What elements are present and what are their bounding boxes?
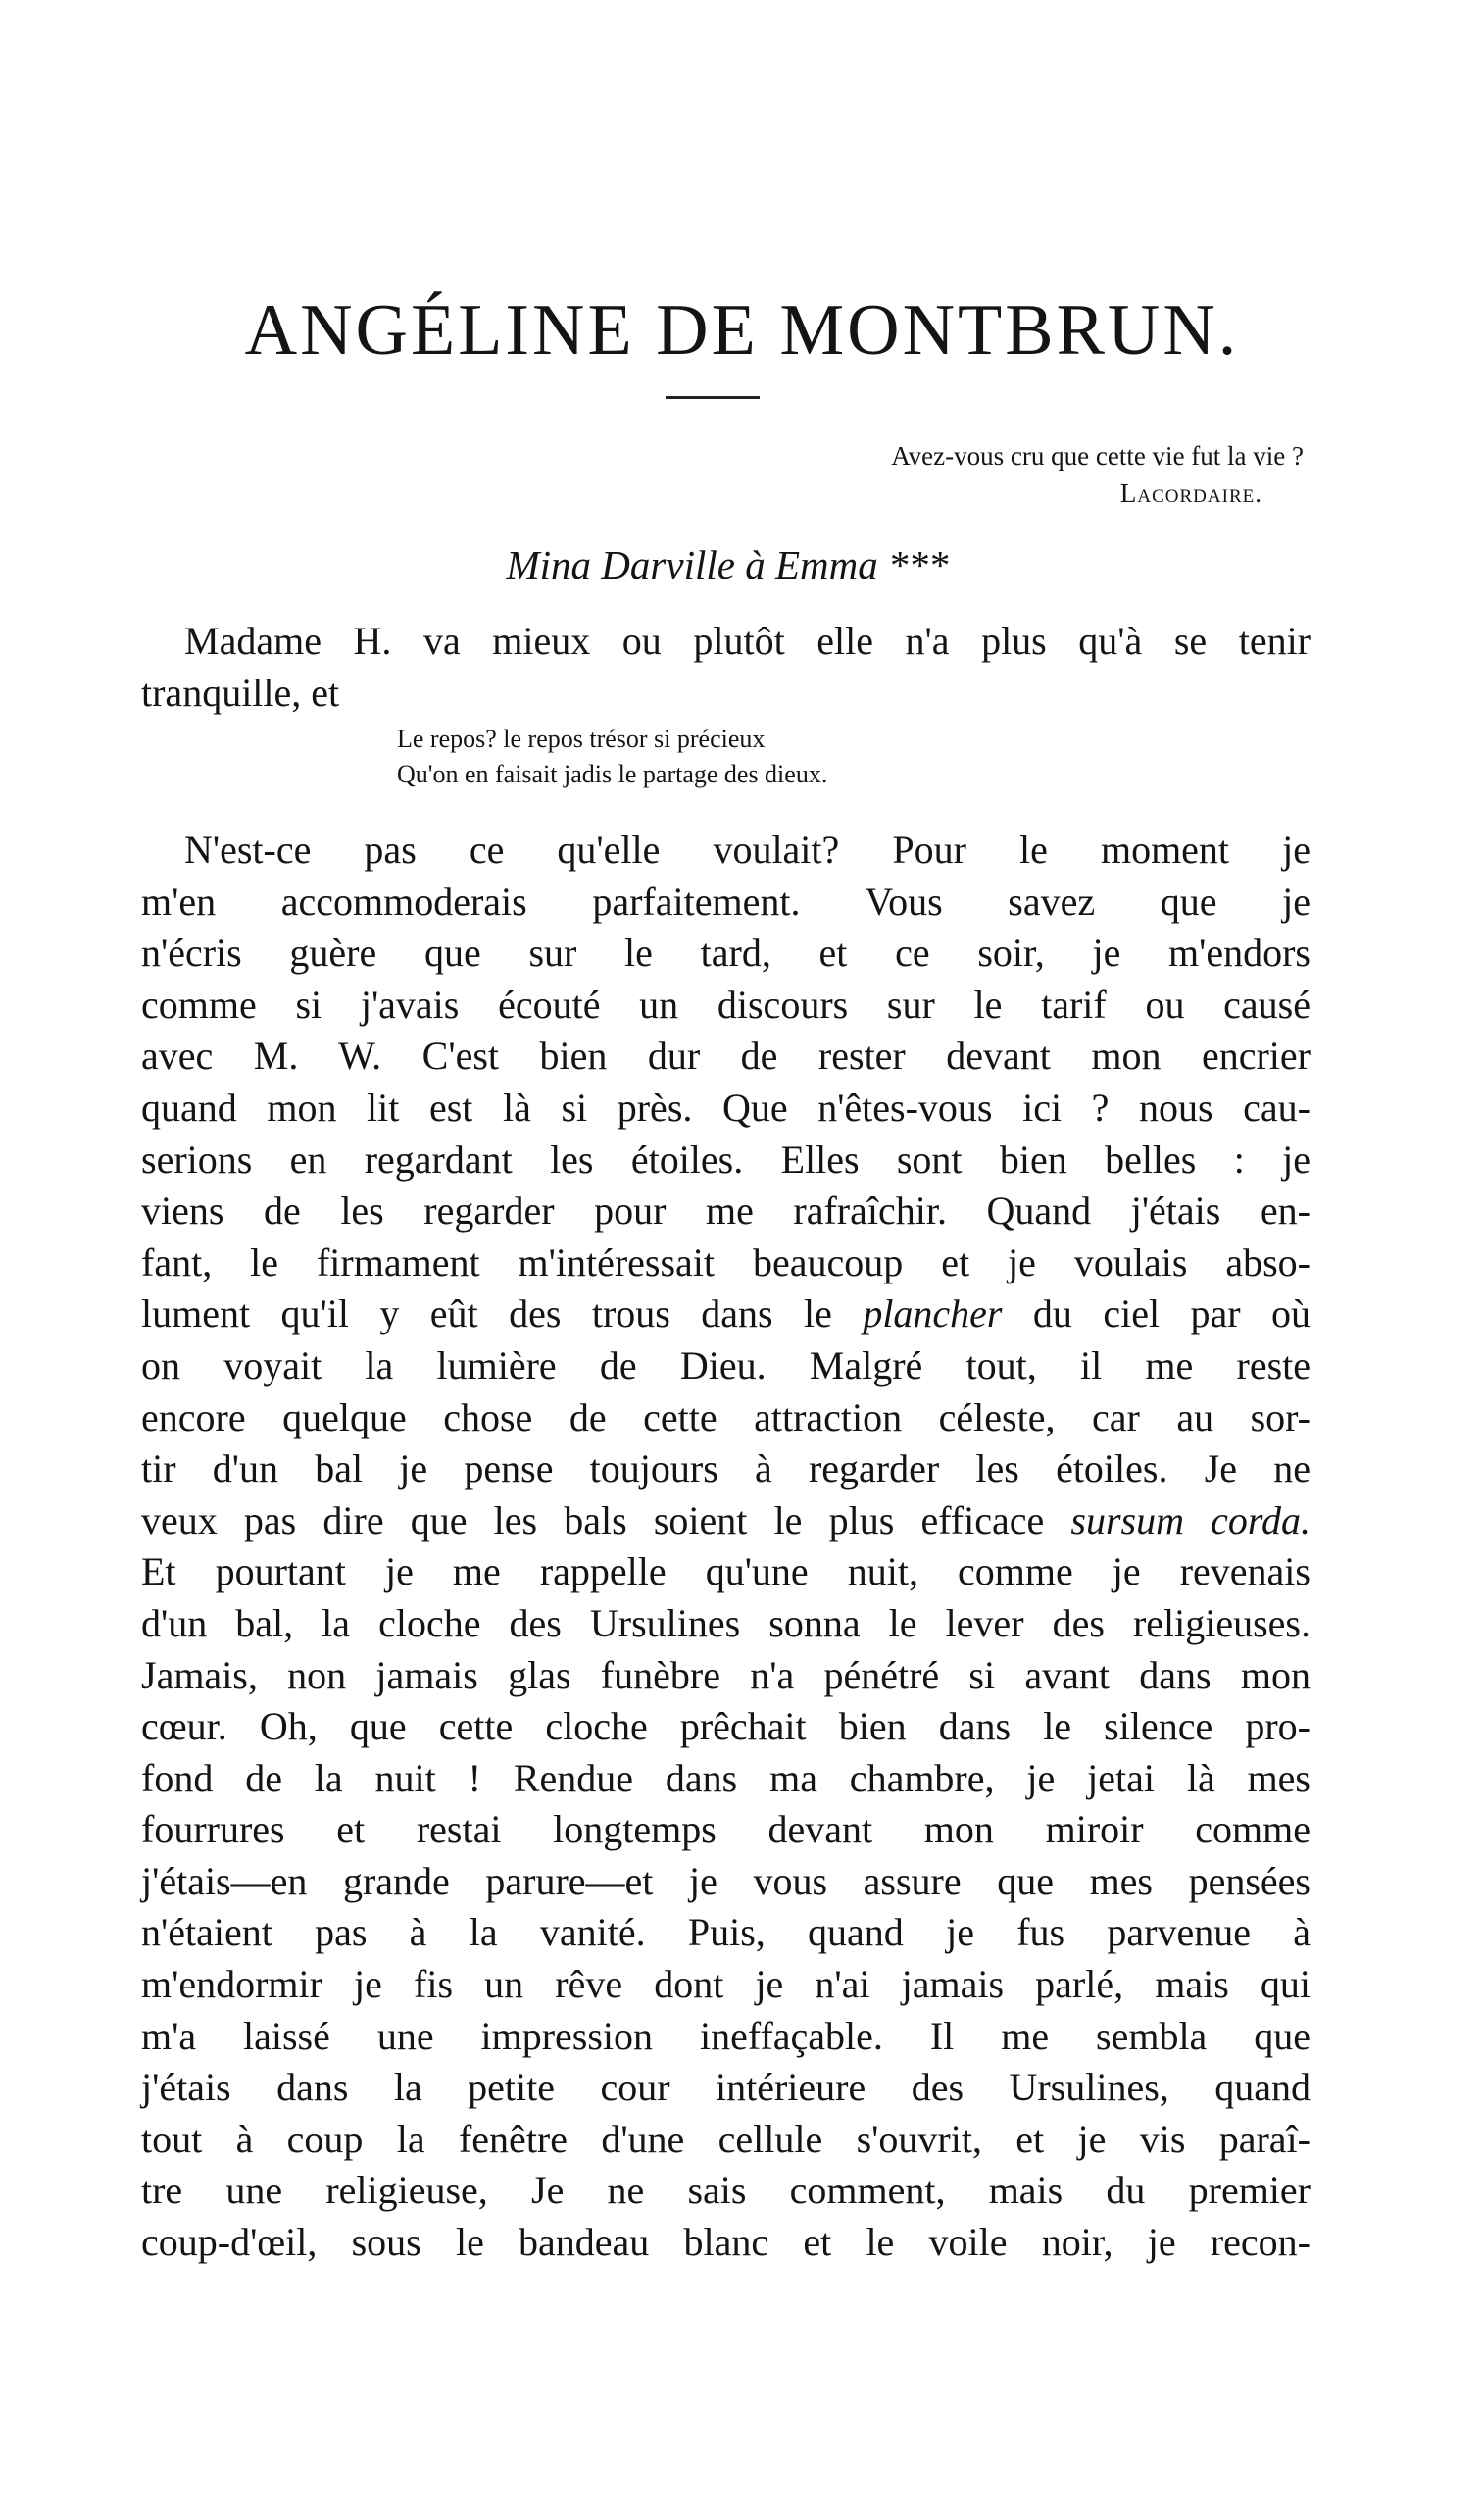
text-line: cœur. Oh, que cette cloche prêchait bien dans le silence pro- — [141, 1704, 1311, 1749]
text-line: fant, le firmament m'intéressait beaucoup et je voulais abso- — [141, 1239, 1311, 1284]
paragraph-1 — [141, 616, 1311, 719]
text-line: m'a laissé une impression ineffaçable. Il me sembla que — [141, 2013, 1311, 2058]
text-line: tre une religieuse, Je ne sais comment, mais du premier — [141, 2168, 1311, 2213]
title-rule — [666, 396, 760, 399]
epigraph-quote: Avez-vous cru que cette vie fut la vie ? — [891, 441, 1304, 471]
verse-line: Le repos? le repos trésor si précieux — [397, 725, 766, 753]
text-line: tout à coup la fenêtre d'une cellule s'ouvrit, et je vis paraî- — [141, 2116, 1311, 2161]
text-line: fourrures et restai longtemps devant mon miroir comme — [141, 1807, 1311, 1852]
text-line: viens de les regarder pour me rafraîchir. Quand j'étais en- — [141, 1188, 1311, 1233]
verse-quote — [397, 722, 827, 792]
text-line: n'écris guère que sur le tard, et ce soir, je m'endors — [141, 931, 1311, 976]
letter-heading: Mina Darville à Emma *** — [506, 542, 949, 587]
text-line: coup-d'œil, sous le bandeau blanc et le voile noir, je recon- — [141, 2220, 1311, 2265]
text-line: fond de la nuit ! Rendue dans ma chambre, je jetai là mes — [141, 1755, 1311, 1800]
text-line: j'étais dans la petite cour intérieure des Ursulines, quand — [141, 2065, 1311, 2110]
text-line: j'étais—en grande parure—et je vous assure que mes pensées — [141, 1858, 1311, 1903]
text-line: serions en regardant les étoiles. Elles sont bien belles : je — [141, 1136, 1311, 1182]
text-line: on voyait la lumière de Dieu. Malgré tout, il me reste — [141, 1342, 1311, 1387]
text-line: Madame H. va mieux ou plutôt elle n'a plus qu'à se tenir — [184, 619, 1311, 663]
chapter-title: ANGÉLINE DE MONTBRUN. — [244, 290, 1240, 371]
text-line: tranquille, et — [141, 670, 340, 715]
text-line: n'étaient pas à la vanité. Puis, quand je fus parvenue à — [141, 1910, 1311, 1955]
epigraph — [686, 437, 1304, 512]
text-line: tir d'un bal je pense toujours à regarder les étoiles. Je ne — [141, 1446, 1311, 1491]
verse-line: Qu'on en faisait jadis le partage des dieux. — [397, 760, 828, 788]
text-line: Et pourtant je me rappelle qu'une nuit, comme je revenais — [141, 1549, 1311, 1594]
text-line: comme si j'avais écouté un discours sur le tarif ou causé — [141, 981, 1311, 1027]
text-line: d'un bal, la cloche des Ursulines sonna le lever des religieuses. — [141, 1600, 1311, 1645]
text-line: avec M. W. C'est bien dur de rester devant mon encrier — [141, 1033, 1311, 1079]
epigraph-author: Lacordaire. — [1119, 478, 1262, 508]
text-line: veux pas dire que les bals soient le plus efficace sursum corda. — [141, 1497, 1311, 1542]
text-line: quand mon lit est là si près. Que n'êtes-vous ici ? nous cau- — [141, 1084, 1311, 1130]
text-line: encore quelque chose de cette attraction céleste, car au sor- — [141, 1394, 1311, 1439]
text-line: N'est-ce pas ce qu'elle voulait? Pour le moment je — [184, 828, 1311, 872]
text-line: Jamais, non jamais glas funèbre n'a pénétré si avant dans mon — [141, 1652, 1311, 1697]
text-line: m'en accommoderais parfaitement. Vous savez que je — [141, 879, 1311, 924]
text-line: m'endormir je fis un rêve dont je n'ai jamais parlé, mais qui — [141, 1962, 1311, 2007]
paragraph-2 — [141, 825, 1311, 2269]
text-line: lument qu'il y eût des trous dans le plancher du ciel par où — [141, 1291, 1311, 1336]
